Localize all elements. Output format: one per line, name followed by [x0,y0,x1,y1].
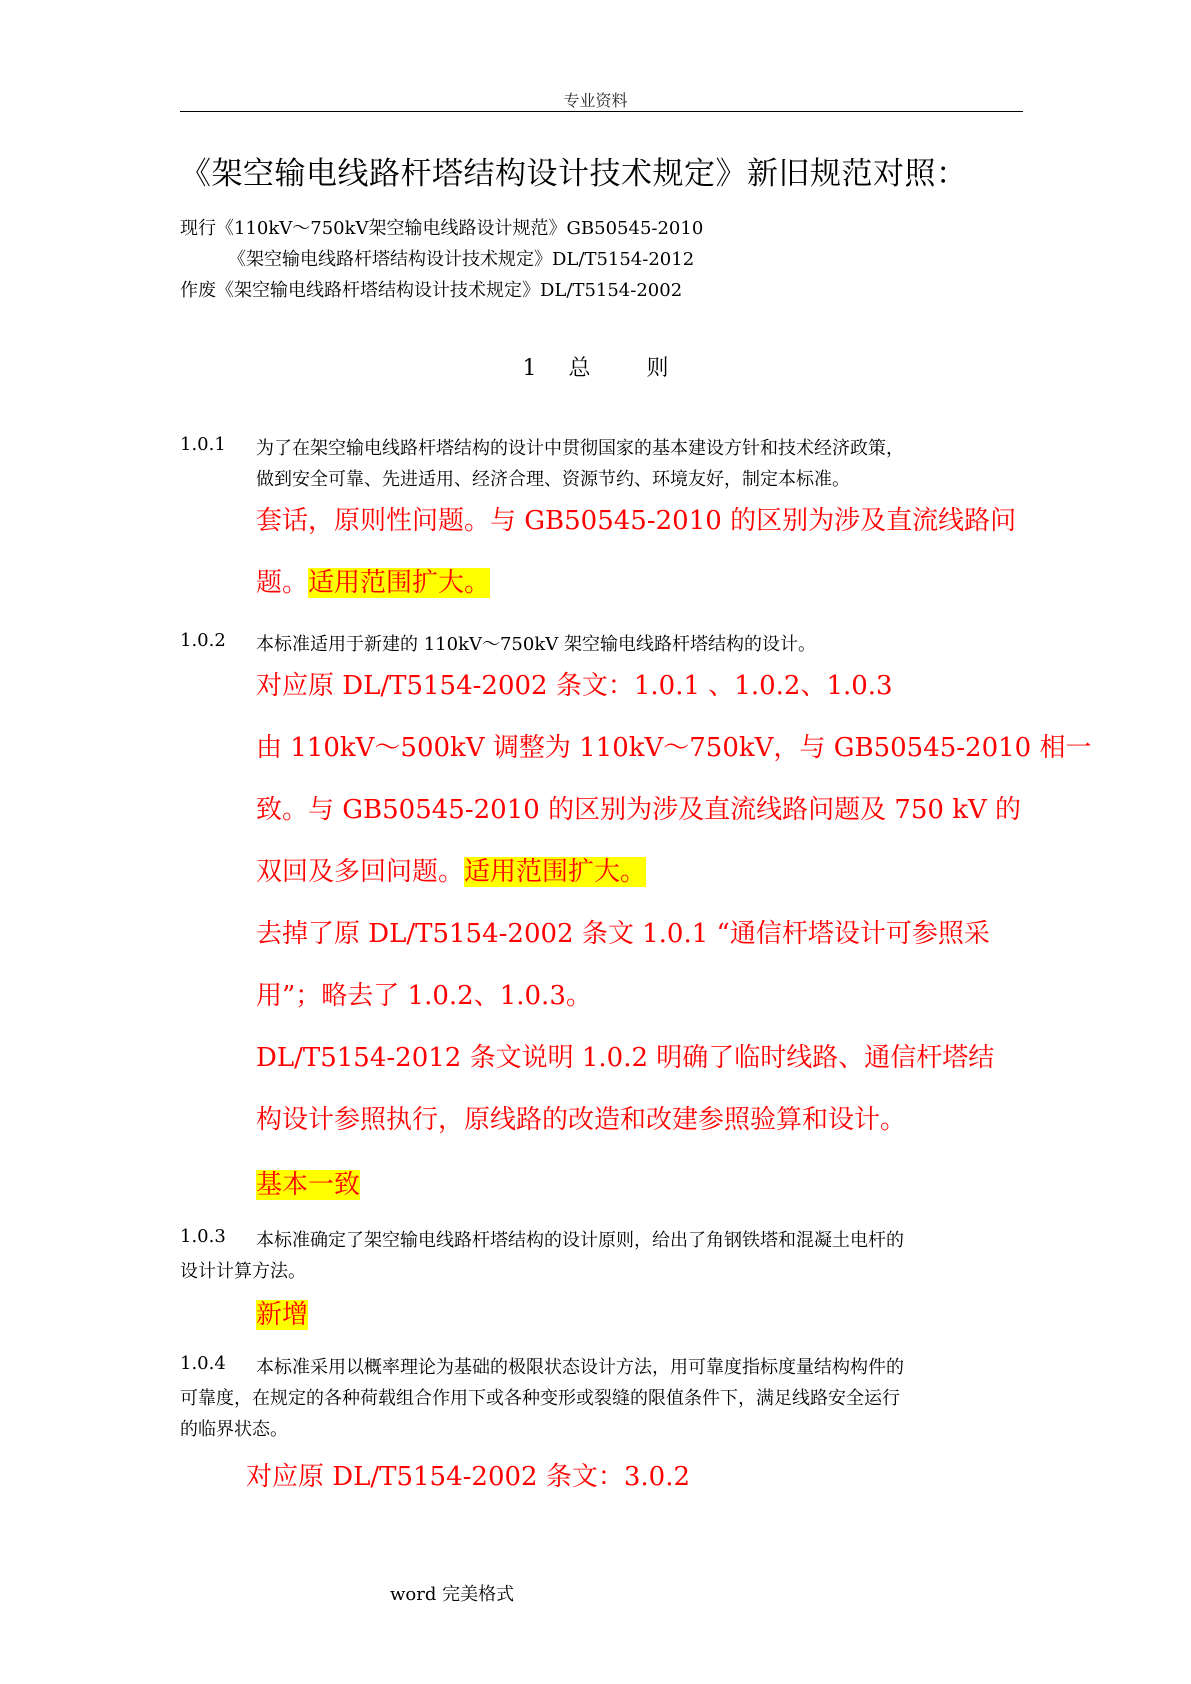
red-note [256,851,646,888]
red-note: 用”；略去了 1.0.2、1.0.3。 [256,981,592,1011]
clause-number: 1.0.3 [180,1226,226,1247]
header-rule [180,111,1023,112]
ref-obsolete-dlt: 作废《架空输电线路杆塔结构设计技术规定》DL/T5154-2002 [180,280,683,301]
ref-current-dlt: 《架空输电线路杆塔结构设计技术规定》DL/T5154-2012 [228,249,695,270]
red-note [256,1164,360,1201]
section-title-a: 总 [568,356,591,381]
clause-text: 本标准采用以概率理论为基础的极限状态设计方法，用可靠度指标度量结构构件的 [256,1357,904,1378]
clause-number: 1.0.2 [180,630,226,651]
red-note-text: 双回及多回问题。 [256,857,465,887]
red-note: 致。与 GB50545-2010 的区别为涉及直流线路问题及 750 kV 的 [256,795,1022,825]
clause-text: 的临界状态。 [180,1419,288,1440]
red-note: DL/T5154-2012 条文说明 1.0.2 明确了临时线路、通信杆塔结 [256,1043,995,1073]
clause-text: 为了在架空输电线路杆塔结构的设计中贯彻国家的基本建设方针和技术经济政策， [256,438,904,459]
red-note-text: 题。 [256,568,309,598]
clause-text: 本标准适用于新建的 110kV～750kV 架空输电线路杆塔结构的设计。 [256,634,816,655]
red-note: 对应原 DL/T5154-2002 条文：1.0.1 、1.0.2、1.0.3 [256,671,893,701]
red-note: 构设计参照执行，原线路的改造和改建参照验算和设计。 [256,1105,907,1135]
red-note: 去掉了原 DL/T5154-2002 条文 1.0.1 “通信杆塔设计可参照采 [256,919,990,949]
highlight-note: 适用范围扩大。 [308,568,491,598]
red-note: 对应原 DL/T5154-2002 条文：3.0.2 [246,1462,691,1492]
red-note [256,1294,308,1331]
clause-text: 做到安全可靠、先进适用、经济合理、资源节约、环境友好，制定本标准。 [256,469,850,490]
ref-current-gb: 现行《110kV～750kV架空输电线路设计规范》GB50545-2010 [180,218,704,239]
red-note [256,562,490,599]
clause-text: 本标准确定了架空输电线路杆塔结构的设计原则，给出了角钢铁塔和混凝土电杆的 [256,1230,904,1251]
red-note: 套话，原则性问题。与 GB50545-2010 的区别为涉及直流线路问 [256,506,1017,536]
highlight-note: 适用范围扩大。 [464,857,647,887]
clause-number: 1.0.4 [180,1353,226,1374]
highlight-note: 基本一致 [256,1170,361,1200]
red-note: 由 110kV～500kV 调整为 110kV～750kV，与 GB50545-2010 相一 [256,733,1092,763]
clause-number: 1.0.1 [180,434,226,455]
document-title: 《架空输电线路杆塔结构设计技术规定》新旧规范对照： [180,156,968,192]
page-header: 专业资料 [563,91,628,110]
section-heading [0,351,1191,382]
clause-text: 设计计算方法。 [180,1261,306,1282]
highlight-note: 新增 [256,1300,309,1330]
page-footer: word 完美格式 [390,1584,515,1605]
section-title-b: 则 [646,356,669,381]
clause-text: 可靠度，在规定的各种荷载组合作用下或各种变形或裂缝的限值条件下，满足线路安全运行 [180,1388,900,1409]
section-number: 1 [522,356,537,381]
